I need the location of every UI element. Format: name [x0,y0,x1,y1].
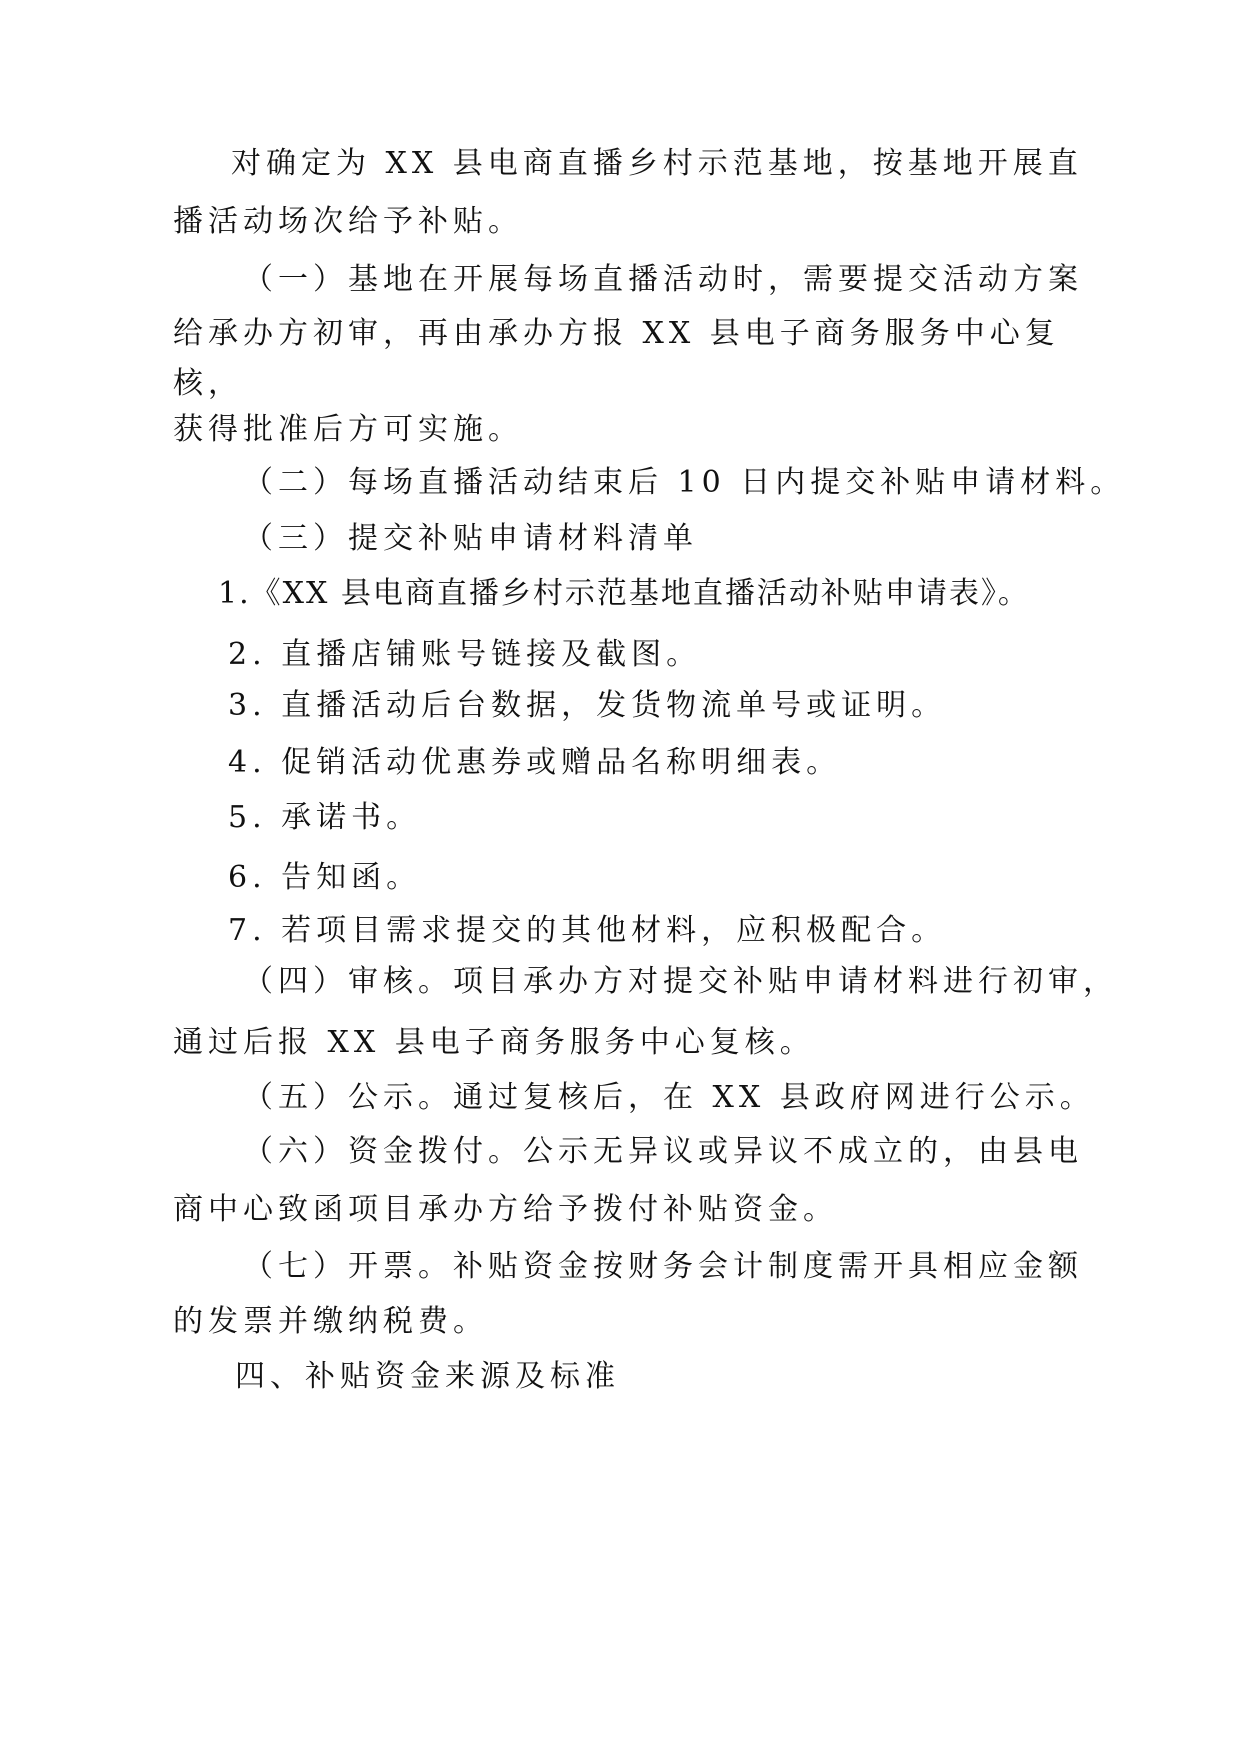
list-item: 4. 促销活动优惠券或赠品名称明细表。 [228,745,842,780]
list-item: 2. 直播店铺账号链接及截图。 [228,637,702,672]
list-item: 1.《XX 县电商直播乡村示范基地直播活动补贴申请表》。 [218,576,1030,611]
paragraph-line: 核， [173,366,243,401]
section-heading: 四、补贴资金来源及标准 [235,1359,620,1394]
paragraph-line: 播活动场次给予补贴。 [173,204,523,239]
paragraph-line: 对确定为 XX 县电商直播乡村示范基地，按基地开展直 [231,146,1083,181]
paragraph-line: （七）开票。补贴资金按财务会计制度需开具相应金额 [243,1249,1083,1284]
paragraph-line: 给承办方初审，再由承办方报 XX 县电子商务服务中心复 [173,316,1060,351]
paragraph-line: 商中心致函项目承办方给予拨付补贴资金。 [173,1192,838,1227]
paragraph-line: 获得批准后方可实施。 [173,412,523,447]
paragraph-line: （四）审核。项目承办方对提交补贴申请材料进行初审， [243,964,1118,999]
paragraph-line: 通过后报 XX 县电子商务服务中心复核。 [173,1025,815,1060]
paragraph-line: （一）基地在开展每场直播活动时，需要提交活动方案 [243,262,1083,297]
list-item: 7. 若项目需求提交的其他材料，应积极配合。 [228,913,947,948]
paragraph-line: （五）公示。通过复核后，在 XX 县政府网进行公示。 [243,1080,1095,1115]
list-item: 3. 直播活动后台数据，发货物流单号或证明。 [228,688,947,723]
paragraph-line: （六）资金拨付。公示无异议或异议不成立的，由县电 [243,1134,1083,1169]
list-item: 5. 承诺书。 [228,800,422,835]
paragraph-line: （三）提交补贴申请材料清单 [243,521,698,556]
paragraph-line: 的发票并缴纳税费。 [173,1304,488,1339]
paragraph-line: （二）每场直播活动结束后 10 日内提交补贴申请材料。 [243,465,1126,500]
list-item: 6. 告知函。 [228,860,422,895]
